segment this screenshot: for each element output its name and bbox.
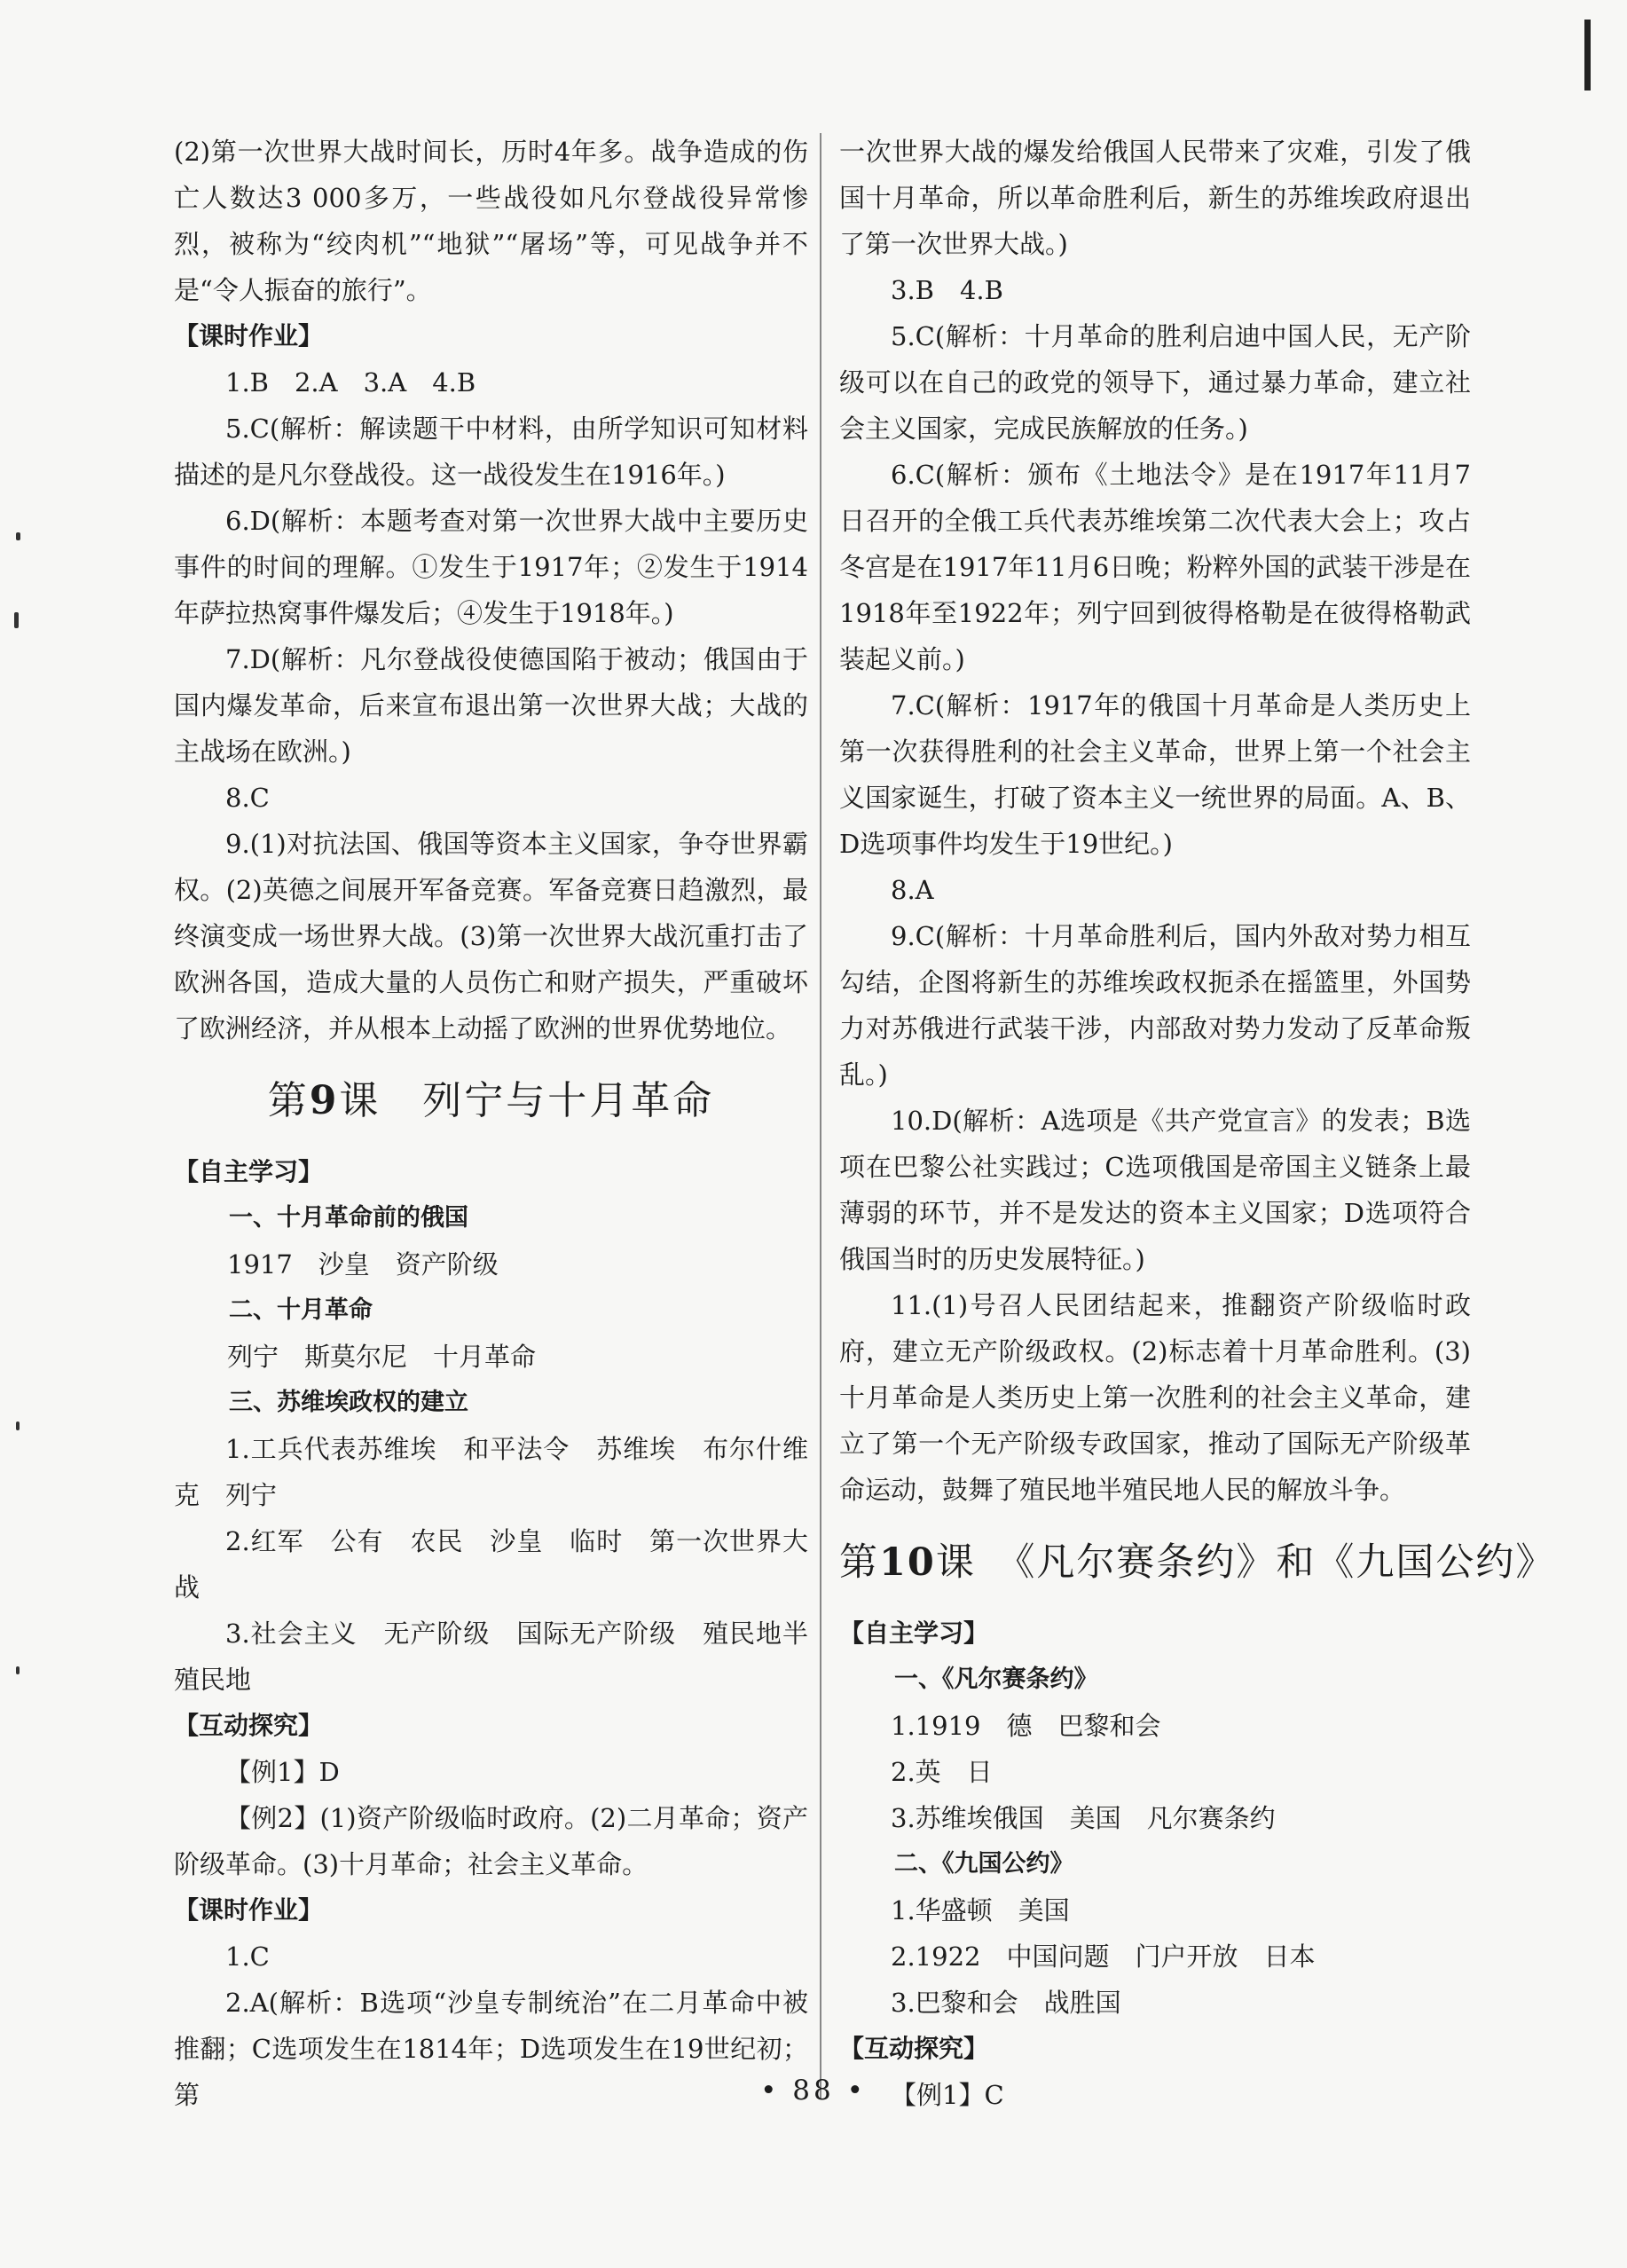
answer-line: 1.B 2.A 3.A 4.B <box>225 367 476 398</box>
answer-line: 2.1922 中国问题 门户开放 日本 <box>891 1941 1316 1972</box>
answer-line: 8.A <box>891 875 934 905</box>
answer-line: 7.D(解析：凡尔登战役使德国陷于被动；俄国由于国内爆发革命，后来宣布退出第一次世界大战；大战的主战场在欧洲。) <box>174 644 808 767</box>
answer-line: 2.红军 公有 农民 沙皇 临时 第一次世界大战 <box>174 1526 808 1603</box>
subsection-heading: 二、十月革命 <box>229 1296 373 1324</box>
section-heading: 【课时作业】 <box>174 321 324 350</box>
example-answer: 【例1】C <box>891 2080 1004 2110</box>
answer-line: 1917 沙皇 资产阶级 <box>227 1249 499 1280</box>
left-column <box>174 129 808 2118</box>
answer-line: 10.D(解析：A选项是《共产党宣言》的发表；B选项在巴黎公社实践过；C选项俄国是帝国主义链条上最薄弱的环节，并不是发达的资本主义国家；D选项符合俄国当时的历史发展特征。) <box>839 1106 1471 1274</box>
answer-line: 2.英 日 <box>891 1757 993 1787</box>
answer-line: 3.苏维埃俄国 美国 凡尔赛条约 <box>891 1803 1276 1833</box>
answer-line: 1.C <box>225 1941 270 1972</box>
answer-line: 2.A(解析：B选项“沙皇专制统治”在二月革命中被推翻；C选项发生在1814年；D选项发生在19世纪初；第 <box>174 1988 808 2110</box>
answer-line: 11.(1)号召人民团结起来，推翻资产阶级临时政府，建立无产阶级政权。(2)标志着十月革命胜利。(3)十月革命是人类历史上第一次胜利的社会主义革命，建立了第一个无产阶级专政国家，推动了国际无产阶级革命运动，鼓舞了殖民地半殖民地人民的解放斗争。 <box>839 1290 1471 1505</box>
section-heading: 【自主学习】 <box>839 1618 989 1648</box>
scan-mark <box>16 1666 20 1674</box>
answer-line: 6.C(解析：颁布《土地法令》是在1917年11月7日召开的全俄工兵代表苏维埃第二次代表大会上；攻占冬宫是在1917年11月6日晚；粉粹外国的武装干涉是在1918年至1922年；列宁回到彼得格勒是在彼得格勒武装起义前。) <box>839 460 1471 674</box>
answer-line: 5.C(解析：解读题干中材料，由所学知识可知材料描述的是凡尔登战役。这一战役发生在1916年。) <box>174 413 808 490</box>
answer-paragraph: (2)第一次世界大战时间长，历时4年多。战争造成的伤亡人数达3 000多万，一些战役如凡尔登战役异常惨烈，被称为“绞肉机”“地狱”“屠场”等，可见战争并不是“令人振奋的旅行”。 <box>174 137 808 305</box>
answer-line: 7.C(解析：1917年的俄国十月革命是人类历史上第一次获得胜利的社会主义革命，世界上第一个社会主义国家诞生，打破了资本主义一统世界的局面。A、B、D选项事件均发生于19世纪。) <box>839 690 1471 859</box>
section-heading: 【互动探究】 <box>839 2034 989 2063</box>
answer-line: 1.1919 德 巴黎和会 <box>891 1711 1161 1741</box>
answer-line: 3.巴黎和会 战胜国 <box>891 1988 1121 2018</box>
subsection-heading: 一、《凡尔赛条约》 <box>894 1666 1098 1693</box>
answer-paragraph: 一次世界大战的爆发给俄国人民带来了灾难，引发了俄国十月革命，所以革命胜利后，新生的苏维埃政府退出了第一次世界大战。) <box>839 137 1471 259</box>
answer-line: 3.社会主义 无产阶级 国际无产阶级 殖民地半殖民地 <box>174 1618 808 1695</box>
example-answer: 【例2】(1)资产阶级临时政府。(2)二月革命；资产阶级革命。(3)十月革命；社会主义革命。 <box>174 1803 808 1879</box>
page-number: • 88 • <box>760 2075 867 2107</box>
subsection-heading: 一、十月革命前的俄国 <box>229 1204 468 1232</box>
answer-line: 9.C(解析：十月革命胜利后，国内外敌对势力相互勾结，企图将新生的苏维埃政权扼杀在摇篮里，外国势力对苏俄进行武装干涉，内部敌对势力发动了反革命叛乱。) <box>839 921 1471 1090</box>
lesson-10-title: 第10课 《凡尔赛条约》和《九国公约》 <box>839 1540 1556 1585</box>
answer-line: 8.C <box>225 783 270 813</box>
subsection-heading: 三、苏维埃政权的建立 <box>229 1389 468 1416</box>
scan-mark <box>16 1421 20 1430</box>
scan-mark <box>16 532 20 540</box>
answer-line: 5.C(解析：十月革命的胜利启迪中国人民，无产阶级可以在自己的政党的领导下，通过暴力革命，建立社会主义国家，完成民族解放的任务。) <box>839 321 1471 444</box>
column-divider <box>820 133 821 2099</box>
answer-line: 列宁 斯莫尔尼 十月革命 <box>227 1342 537 1372</box>
scan-mark <box>14 612 19 628</box>
answer-line: 6.D(解析：本题考查对第一次世界大战中主要历史事件的时间的理解。①发生于1917年；②发生于1914年萨拉热窝事件爆发后；④发生于1918年。) <box>174 506 808 628</box>
subsection-heading: 二、《九国公约》 <box>894 1850 1074 1878</box>
section-heading: 【自主学习】 <box>174 1157 324 1186</box>
answer-line: 1.华盛顿 美国 <box>891 1895 1070 1925</box>
section-heading: 【课时作业】 <box>174 1895 324 1925</box>
example-answer: 【例1】D <box>225 1757 340 1787</box>
section-heading: 【互动探究】 <box>174 1711 324 1740</box>
answer-line: 9.(1)对抗法国、俄国等资本主义国家，争夺世界霸权。(2)英德之间展开军备竞赛。军备竞赛日趋激烈，最终演变成一场世界大战。(3)第一次世界大战沉重打击了欧洲各国，造成大量的人员伤亡和财产损失，严重破坏了欧洲经济，并从根本上动摇了欧洲的世界优势地位。 <box>174 829 808 1043</box>
answer-line: 3.B 4.B <box>891 275 1003 305</box>
answer-line: 1.工兵代表苏维埃 和平法令 苏维埃 布尔什维克 列宁 <box>174 1434 808 1510</box>
right-column <box>839 129 1556 2118</box>
page-edge-mark <box>1584 20 1591 91</box>
lesson-9-title: 第9课 列宁与十月革命 <box>267 1078 715 1123</box>
